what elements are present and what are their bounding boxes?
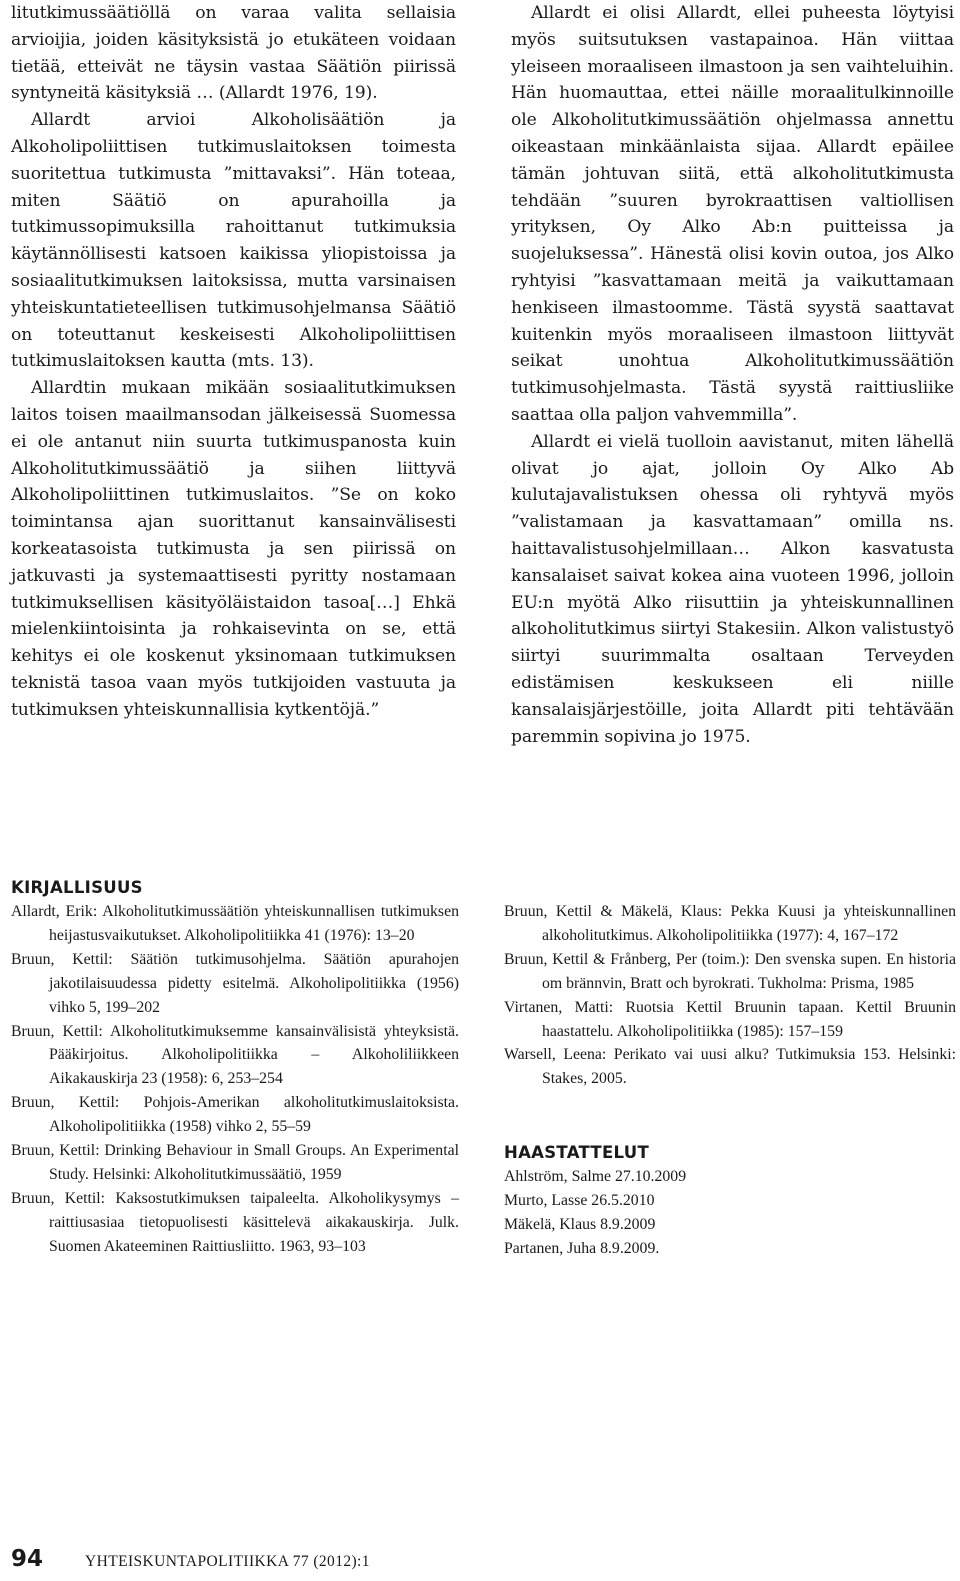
body-paragraph: Allardt ei olisi Allardt, ellei puheesta löytyisi myös suitsutuksen vastapainoa. Hän viittaa yleiseen moraaliseen ilmastoon ja sen vaihteluihin. Hän huomauttaa, ettei näille moraalitulkinnoille ole Alkoholitutkimussäätiön ohjelmassa annettu oikeastaan minkäänlaista sijaa. Allardt epäilee tämän johtuvan siitä, että alkoholitutkimusta tehdään ”suuren byrokraattisen valtiollisen yrityksen, Oy Alko Ab:n puitteissa ja suojeluksessa”. Hänestä olisi kovin outoa, jos Alko ryhtyisi ”kasvattamaan meitä ja vaikuttamaan henkiseen ilmastoomme. Tästä syystä saattavat kuitenkin myös moraaliseen ilmastoon liittyvät seikat unohtua Alkoholitutkimussäätiön tutkimusohjelmasta. Tästä syystä raittiusliike saattaa olla paljon vahvemmilla”. bbox=[511, 3, 954, 425]
reference-item: Bruun, Kettil & Frånberg, Per (toim.): Den svenska supen. En historia om brännvin, Bratt och byrokrati. Tukholma: Prisma, 1985 bbox=[504, 950, 956, 992]
reference-item: Bruun, Kettil: Drinking Behaviour in Small Groups. An Experimental Study. Helsinki: Alkoholitutkimussäätiö, 1959 bbox=[11, 1142, 459, 1183]
reference-item: Bruun, Kettil: Alkoholitutkimuksemme kansainvälisistä yhteyksistä. Pääkirjoitus. Alkoholipolitiikka – Alkoholiliikkeen Aikakauskirja 23 (1958): 6, 253–254 bbox=[11, 1022, 459, 1088]
reference-item: Warsell, Leena: Perikato vai uusi alku? Tutkimuksia 153. Helsinki: Stakes, 2005. bbox=[504, 1046, 956, 1088]
interview-item: Ahlström, Salme 27.10.2009 bbox=[504, 1168, 687, 1186]
journal-name: YHTEISKUNTAPOLITIIKKA 77 (2012):1 bbox=[85, 1553, 370, 1570]
body-paragraph: litutkimussäätiöllä on varaa valita sellaisia arvioijia, joiden käsityksistä jo etukäteen voidaan tietää, etteivät ne täysin vastaa Säätiön piirissä syntyneitä käsityksiä … (Allardt 1976, 19). bbox=[11, 3, 456, 104]
body-column-left bbox=[11, 0, 456, 724]
references-list-continued bbox=[504, 900, 956, 1091]
reference-item: Bruun, Kettil: Säätiön tutkimusohjelma. Säätiön apurahojen jakotilaisuudessa pidetty esitelmä. Alkoholipolitiikka (1956) vihko 5, 199–202 bbox=[11, 950, 459, 1016]
reference-item: Allardt, Erik: Alkoholitutkimussäätiön yhteiskunnallisen tutkimuksen heijastusvaikutukset. Alkoholipolitiikka 41 (1976): 13–20 bbox=[11, 903, 459, 944]
interview-item: Murto, Lasse 26.5.2010 bbox=[504, 1192, 655, 1210]
body-paragraph: Allardt arvioi Alkoholisäätiön ja Alkoholipoliittisen tutkimuslaitoksen toimesta suoritettua tutkimusta ”mittavaksi”. Hän toteaa, miten Säätiö on apurahoilla ja tutkimussopimuksilla rahoittanut tutkimuksia käytännöllisesti katsoen kaikissa yliopistoissa ja sosiaalitutkimuksen laitoksissa, mutta varsinaisen yhteiskuntatieteellisen tutkimusohjelmansa Säätiö on toteuttanut keskeisesti Alkoholipoliittisen tutkimuslaitoksen kautta (mts. 13). bbox=[11, 110, 456, 372]
references-column-right bbox=[504, 876, 956, 1261]
body-paragraph: Allardtin mukaan mikään sosiaalitutkimuksen laitos toisen maailmansodan jälkeisessä Suomessa ei ole antanut niin suurta tutkimuspanosta kuin Alkoholitutkimussäätiö ja siihen liittyvä Alkoholipoliittinen tutkimuslaitos. ”Se on koko toimintansa ajan suorittanut kansainvälisesti korkeatasoista tutkimusta ja sen piirissä on jatkuvasti ja systemaattisesti pyritty nostamaan tutkimuksellisen käsityöläistaidon tasoa[…] Ehkä mielenkiintoisinta ja rohkaisevinta on se, että kehitys ei ole koskenut yksinomaan tutkimuksen teknistä tasoa vaan myös tutkijoiden vastuuta ja tutkimuksen yhteiskunnallisia kytkentöjä.” bbox=[11, 378, 456, 720]
references-column-left bbox=[11, 876, 459, 1259]
reference-item: Virtanen, Matti: Ruotsia Kettil Bruunin tapaan. Kettil Bruunin haastattelu. Alkoholipolitiikka (1985): 157–159 bbox=[504, 998, 956, 1040]
interview-item: Partanen, Juha 8.9.2009. bbox=[504, 1239, 660, 1257]
interviews-heading: HAASTATTELUT bbox=[504, 1143, 650, 1163]
body-column-right bbox=[511, 0, 954, 750]
interviews-section bbox=[504, 1141, 956, 1261]
page-number: 94 bbox=[11, 1546, 44, 1572]
reference-item: Bruun, Kettil & Mäkelä, Klaus: Pekka Kuusi ja yhteiskunnallinen alkoholitutkimus. Alkoholipolitiikka (1977): 4, 167–172 bbox=[504, 903, 956, 944]
interview-item: Mäkelä, Klaus 8.9.2009 bbox=[504, 1216, 656, 1234]
page-footer bbox=[11, 1546, 370, 1572]
references-heading: KIRJALLISUUS bbox=[11, 878, 143, 897]
body-paragraph: Allardt ei vielä tuolloin aavistanut, miten lähellä olivat jo ajat, jolloin Oy Alko Ab kulutajavalistuksen ohessa oli ryhtyvä myös ”valistamaan ja kasvattamaan” omilla ns. haittavalistusohjelmillaan… Alkon kasvatusta kansalaiset saivat kokea aina vuoteen 1996, jolloin EU:n myötä Alko riisuttiin ja yhteiskunnallinen alkoholitutkimus siirtyi Stakesiin. Alkon valistustyö siirtyi suurimmalta osaltaan Terveyden edistämisen keskukseen eli niille kansalaisjärjestöille, joita Allardt piti tehtävään paremmin sopivina jo 1975. bbox=[511, 431, 954, 747]
reference-item: Bruun, Kettil: Pohjois-Amerikan alkoholitutkimuslaitoksista. Alkoholipolitiikka (1958) vihko 2, 55–59 bbox=[11, 1094, 459, 1136]
reference-item: Bruun, Kettil: Kaksostutkimuksen taipaleelta. Alkoholikysymys – raittiusasiaa tietopuolisesti käsittelevä aikakauskirja. Julk. Suomen Akateeminen Raittiusliitto. 1963, 93–103 bbox=[11, 1189, 459, 1255]
